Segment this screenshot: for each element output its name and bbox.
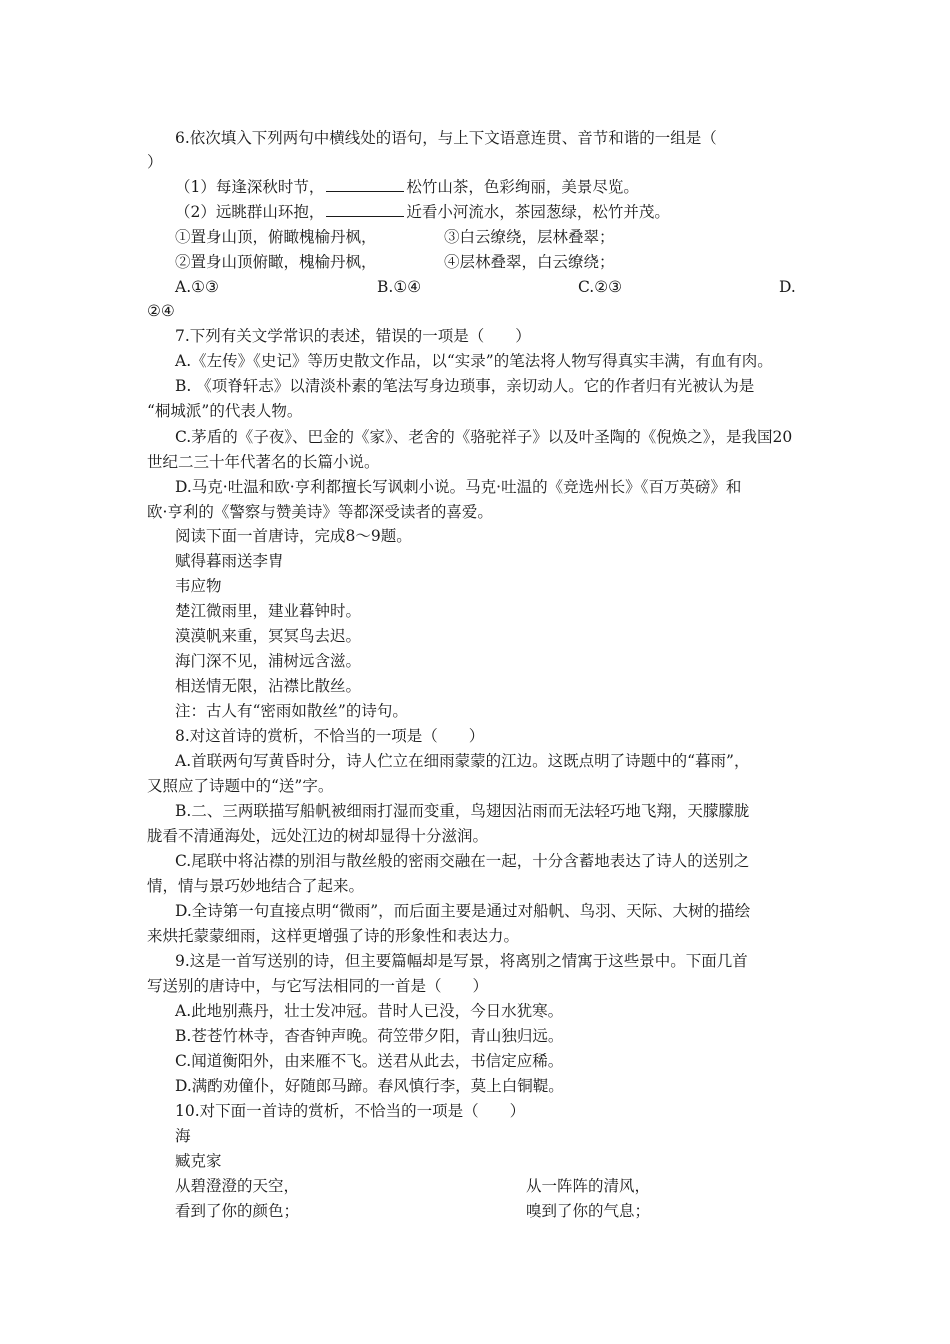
- q6-stem-line1: 6.依次填入下列两句中横线处的语句，与上下文语意连贯、音节和谐的一组是（: [175, 129, 717, 147]
- q6-choice-a: A.①③: [175, 278, 219, 296]
- q6-s2-post: 近看小河流水，茶园葱绿，松竹并茂。: [406, 203, 670, 221]
- q7-option-d-line1: D.马克·吐温和欧·亨利都擅长写讽刺小说。马克·吐温的《竞选州长》《百万英磅》和: [175, 478, 742, 496]
- q9-stem-line1: 9.这是一首写送别的诗，但主要篇幅却是写景，将离别之情寓于这些景中。下面几首: [175, 952, 748, 970]
- q10-poem-author: 臧克家: [175, 1152, 222, 1170]
- q6-choice-c: C.②③: [578, 278, 623, 296]
- q6-s1-pre: （1）每逢深秋时节，: [175, 178, 325, 196]
- poem1-title: 赋得暮雨送李胄: [175, 552, 284, 570]
- q6-blank-1: [326, 177, 404, 192]
- q6-option-2: ②置身山顶俯瞰，槐榆丹枫，: [175, 253, 377, 271]
- q8-option-d-line1: D.全诗第一句直接点明“微雨”，而后面主要是通过对船帆、鸟羽、天际、大树的描绘: [175, 902, 751, 920]
- q9-option-b: B.苍苍竹林寺，杳杳钟声晚。荷笠带夕阳，青山独归远。: [175, 1027, 564, 1045]
- poem1-intro: 阅读下面一首唐诗，完成8～9题。: [175, 527, 412, 545]
- q9-stem-line2: 写送别的唐诗中，与它写法相同的一首是（ ）: [147, 977, 489, 995]
- q7-stem: 7.下列有关文学常识的表述，错误的一项是（ ）: [175, 327, 531, 345]
- q10-poem-title: 海: [175, 1127, 191, 1145]
- q6-choice-d-label: D.: [779, 278, 796, 296]
- poem1-author: 韦应物: [175, 577, 222, 595]
- q8-option-a-line1: A.首联两句写黄昏时分，诗人伫立在细雨蒙蒙的江边。这既点明了诗题中的“暮雨”，: [175, 752, 750, 770]
- q8-option-b-line2: 胧看不清通海处，远处江边的树却显得十分滋润。: [147, 827, 489, 845]
- poem1-note: 注：古人有“密雨如散丝”的诗句。: [175, 702, 408, 720]
- q9-option-a: A.此地别燕丹，壮士发冲冠。昔时人已没，今日水犹寒。: [175, 1002, 564, 1020]
- q6-s1-post: 松竹山茶，色彩绚丽，美景尽览。: [406, 178, 639, 196]
- q8-option-c-line2: 情，情与景巧妙地结合了起来。: [147, 877, 365, 895]
- q10-poem-left-line1: 从碧澄澄的天空，: [175, 1177, 300, 1195]
- q9-option-d: D.满酌劝僮仆，好随郎马蹄。春风慎行李，莫上白铜鞮。: [175, 1077, 564, 1095]
- q8-option-c-line1: C.尾联中将沾襟的别泪与散丝般的密雨交融在一起，十分含蓄地表达了诗人的送别之: [175, 852, 750, 870]
- q6-choice-d-value: ②④: [147, 302, 175, 320]
- q7-option-d-line2: 欧·亨利的《警察与赞美诗》等都深受读者的喜爱。: [147, 503, 493, 521]
- q6-option-1: ①置身山顶，俯瞰槐榆丹枫，: [175, 228, 377, 246]
- q7-option-b-line1: B. 《项脊轩志》以清淡朴素的笔法写身边琐事，亲切动人。它的作者归有光被认为是: [175, 377, 755, 395]
- q9-option-c: C.闻道衡阳外，由来雁不飞。送君从此去，书信定应稀。: [175, 1052, 564, 1070]
- poem1-line: 漠漠帆来重，冥冥鸟去迟。: [175, 627, 362, 645]
- q6-sentence-2: [175, 202, 670, 222]
- q10-poem-right-line2: 嗅到了你的气息；: [526, 1202, 651, 1220]
- q6-blank-2: [326, 202, 404, 217]
- q10-stem: 10.对下面一首诗的赏析，不恰当的一项是（ ）: [175, 1102, 526, 1120]
- q7-option-b-line2: “桐城派”的代表人物。: [147, 402, 303, 420]
- q7-option-c-line1: C.茅盾的《子夜》、巴金的《家》、老舍的《骆驼祥子》以及叶圣陶的《倪焕之》，是我国20: [175, 428, 793, 446]
- q7-option-c-line2: 世纪二三十年代著名的长篇小说。: [147, 453, 380, 471]
- poem1-line: 海门深不见，浦树远含滋。: [175, 652, 362, 670]
- q10-poem-right-line1: 从一阵阵的清风，: [526, 1177, 651, 1195]
- poem1-line: 楚江微雨里，建业暮钟时。: [175, 602, 362, 620]
- q6-option-3: ③白云缭绕，层林叠翠；: [444, 228, 615, 246]
- q8-option-a-line2: 又照应了诗题中的“送”字。: [147, 777, 334, 795]
- q8-option-b-line1: B.二、三两联描写船帆被细雨打湿而变重，鸟翅因沾雨而无法轻巧地飞翔，天朦朦胧: [175, 802, 750, 820]
- q6-option-4: ④层林叠翠，白云缭绕；: [444, 253, 615, 271]
- q8-stem: 8.对这首诗的赏析，不恰当的一项是（ ）: [175, 727, 485, 745]
- q6-s2-pre: （2）远眺群山环抱，: [175, 203, 325, 221]
- q6-stem-line2: ）: [147, 153, 163, 171]
- q7-option-a: A.《左传》《史记》等历史散文作品，以“实录”的笔法将人物写得真实丰满，有血有肉。: [175, 352, 773, 370]
- q10-poem-left-line2: 看到了你的颜色；: [175, 1202, 300, 1220]
- q8-option-d-line2: 来烘托蒙蒙细雨，这样更增强了诗的形象性和表达力。: [147, 927, 520, 945]
- q6-choice-b: B.①④: [377, 278, 422, 296]
- q6-sentence-1: [175, 177, 639, 197]
- poem1-line: 相送情无限，沾襟比散丝。: [175, 677, 362, 695]
